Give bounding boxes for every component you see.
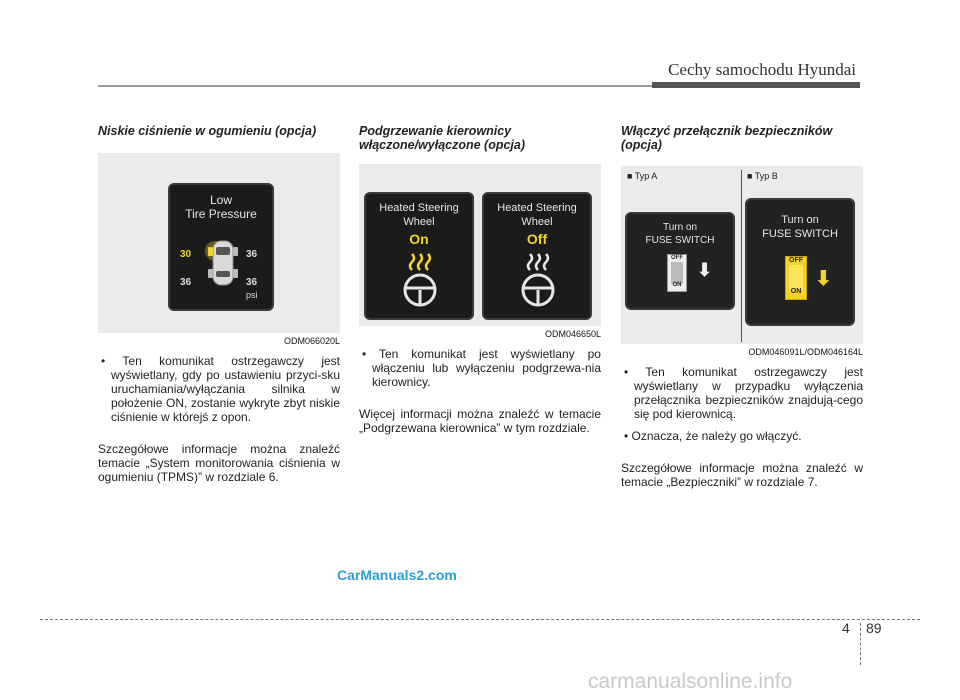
figure-fuse-switch: [621, 166, 863, 344]
page-number: 89: [866, 620, 882, 636]
page-separator: [860, 623, 861, 665]
cluster-screen: [168, 183, 274, 311]
car-top-view-icon: [203, 235, 243, 291]
screen-title-line1: Low: [209, 193, 232, 207]
bullet-text: • Oznacza, że należy go włączyć.: [624, 429, 802, 443]
screen-title-line2: Wheel: [403, 216, 435, 228]
paragraph: Szczegółowe informacje można znaleźć temacie „System monitorowania ciśnienia w ogumieniu (TPMS)” w rozdziale 6.: [98, 442, 340, 484]
section-heading: Włączyć przełącznik bezpieczników (opcja): [621, 124, 833, 152]
screen-type-b: [745, 198, 855, 326]
section-heading: Niskie ciśnienie w ogumieniu (opcja): [98, 124, 317, 138]
figure-code: ODM046650L: [544, 329, 601, 339]
tire-pressure-rear-right: 36: [246, 277, 258, 288]
tire-pressure-front-left: 30: [180, 249, 192, 260]
screen-title-line1: Heated Steering: [379, 202, 459, 214]
state-off-label: Off: [526, 231, 548, 247]
tire-pressure-front-right: 36: [246, 249, 258, 260]
section-low-tire-pressure: [98, 124, 340, 484]
chapter-number: 4: [842, 620, 850, 636]
arrow-down-icon: ⬇: [815, 268, 832, 290]
screen-heated-off: [482, 192, 592, 320]
footer-watermark: carmanualsonline.info: [588, 670, 793, 693]
figure-code: ODM046091L/ODM046164L: [748, 347, 863, 357]
bullet-text: • Ten komunikat jest wyświetlany po włączeniu lub wyłączeniu podgrzewa-nia kierownicy.: [362, 347, 601, 389]
watermark-link[interactable]: CarManuals2.com: [337, 567, 457, 583]
switch-off-label: OFF: [671, 255, 683, 261]
screen-line1: Turn on: [781, 214, 819, 226]
screen-type-a: [625, 212, 735, 310]
fuse-switch-icon: [785, 256, 807, 300]
paragraph: Szczegółowe informacje można znaleźć w temacie „Bezpieczniki” w rozdziale 7.: [621, 461, 863, 489]
bullet-content: Ten komunikat ostrzegawczy jest wyświetlany w przypadku wyłączenia przełącznika bezpieczników znajdują-cego się pod kierownicą.: [634, 365, 863, 421]
figure-heated-steering-wheel: [359, 164, 601, 326]
section-heated-steering-wheel: [359, 124, 601, 435]
bullet-content: Ten komunikat jest wyświetlany po włączeniu lub wyłączeniu podgrzewa-nia kierownicy.: [372, 347, 601, 389]
section-fuse-switch: [621, 124, 863, 489]
state-on-label: On: [409, 231, 429, 247]
switch-off-label: OFF: [789, 257, 803, 264]
header-accent-bar: [652, 82, 860, 88]
switch-on-label: ON: [790, 288, 802, 295]
bullet-text: • Ten komunikat ostrzegawczy jest wyświetlany, gdy po ustawieniu przyci-sku uruchamiania/wyłączania silnika w położenie ON, zostanie wykryte zbyt niskie ciśnienie w którejś z opon.: [101, 354, 340, 424]
bullet-content: Oznacza, że należy go włączyć.: [631, 429, 802, 443]
screen-line2: FUSE SWITCH: [645, 235, 715, 246]
running-header-title: Cechy samochodu Hyundai: [668, 60, 856, 79]
pressure-unit: psi: [246, 290, 258, 300]
heated-steering-wheel-icon: [398, 250, 442, 308]
screen-heated-on: [364, 192, 474, 320]
paragraph: Więcej informacji można znaleźć w temacie „Podgrzewana kierownica” w tym rozdziale.: [359, 407, 601, 435]
figure-low-tire-pressure: [98, 153, 340, 333]
screen-line2: FUSE SWITCH: [762, 228, 838, 240]
switch-lever: [789, 265, 803, 290]
screen-title-line1: Heated Steering: [497, 202, 577, 214]
fuse-switch-icon: [667, 254, 687, 292]
screen-title-line2: Wheel: [521, 216, 553, 228]
bullet-text: • Ten komunikat ostrzegawczy jest wyświetlany w przypadku wyłączenia przełącznika bezpieczników znajdują-cego się pod kierownicą.: [624, 365, 863, 421]
section-heading: Podgrzewanie kierownicy włączone/wyłączone (opcja): [359, 124, 526, 152]
figure-code: ODM066020L: [283, 336, 340, 346]
screen-title-line2: Tire Pressure: [185, 207, 257, 221]
tire-pressure-rear-left: 36: [180, 277, 192, 288]
type-divider: [741, 170, 742, 342]
type-b-label: ■ Typ B: [747, 171, 778, 181]
footer-divider: [40, 619, 920, 620]
type-a-label: ■ Typ A: [627, 171, 658, 181]
screen-line1: Turn on: [662, 222, 698, 233]
heated-steering-wheel-icon: [516, 250, 560, 308]
switch-on-label: ON: [672, 282, 682, 288]
switch-lever: [671, 262, 683, 284]
arrow-down-icon: ⬇: [697, 260, 713, 280]
bullet-content: Ten komunikat ostrzegawczy jest wyświetlany, gdy po ustawieniu przyci-sku uruchamiania/wyłączania silnika w położenie ON, zostanie wykryte zbyt niskie ciśnienie w którejś z opon.: [111, 354, 340, 424]
